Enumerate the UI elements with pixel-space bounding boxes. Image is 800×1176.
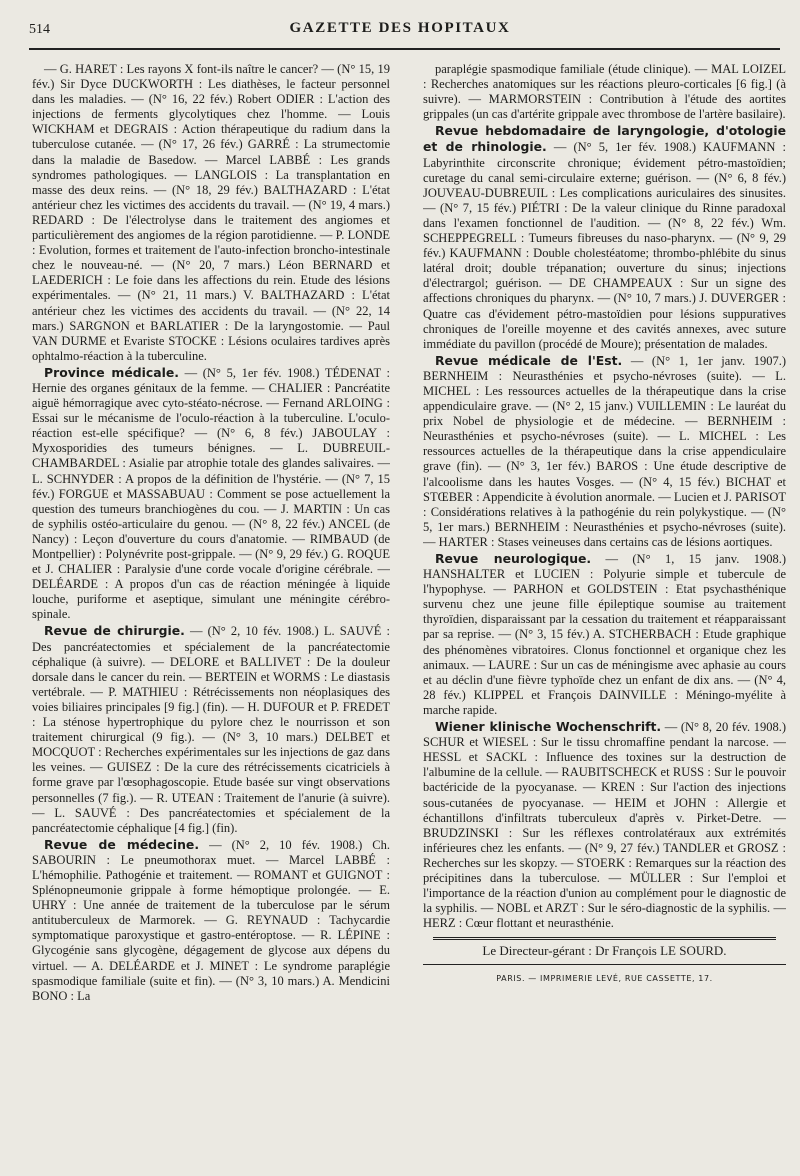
province-text: — (N° 5, 1er fév. 1908.) TÉDENAT : Hernie des organes génitaux de la femme. — CHALIER : Pancréatite aiguë hémorragique avec cyto-stéato-nécrose. — Fernand ARLOING : Essai sur le mécanisme de l'oculo-réaction à la tuberculine. L'oculo-réaction est-elle spécifique? — (N° 6, 8 fév.) JABOULAY : Myxosporidies des tumeurs bénignes. — L. DUBREUIL-CHAMBARDEL : Asialie par atrophie totale des glandes salivaires. — L. SCHNYDER : A propos de la définition de l'hystérie. — (N° 7, 15 fév.) FORGUE et MASSABUAU : Comment se pose actuellement la question des tumeurs branchiogènes du cou. — J. MARTIN : Un cas de syphilis ostéo-articulaire du genou. — (N° 8, 22 fév.) ANCEL (de Nancy) : Leçon d'ouverture du cours d'anatomie. — RIMBAUD (de Montpellier) : Polynévrite post-grippale. — (N° 9, 29 fév.) G. ROQUE et J. CHALIER : Paralysie d'une corde vocale d'origine cérébrale. — DELÉARDE : A propos d'un cas de réaction méningée à liquide louche, puriforme et aseptique, simulant une méningite cérébro-spinale. xyxy=(32,365,390,622)
province-entry xyxy=(32,365,390,623)
right-column xyxy=(423,62,786,1172)
signature-line: Le Directeur-gérant : Dr François LE SOURD. xyxy=(482,943,727,959)
neuro-entry xyxy=(423,551,786,718)
wiener-text: — (N° 8, 20 fév. 1908.) SCHUR et WIESEL : Sur le tissu chromaffine pendant la narcose. — HESSL et SACKL : Influence des toxines sur la destruction de l'albumine de la cellule. — RAUBITSCHECK et RUSS : Sur le pouvoir bactéricide de la pyocyanase. — KREN : Sur l'action des injections sous-cutanées de pyocyanase. — HEIM et JOHN : Allergie et échantillons d'infiltrats tuberculeux d'après v. Pirket-Detre. — BRUDZINSKI : Sur les réflexes controlatéraux aux extrémités inférieures chez les enfants. — (N° 9, 27 fév.) TANDLER et GROSZ : Recherches sur les skopzy. — STOERK : Remarques sur la réaction des précipitines dans la tuberculose. — MÜLLER : Sur l'emploi et l'importance de la réaction d'union au complément pour le diagnostic de la syphilis. — NOBL et ARZT : Sur le séro-diagnostic de la syphilis. — HERZ : Cœur flottant et neurasthénie. xyxy=(423,720,786,931)
laryngo-text: — (N° 5, 1er fév. 1908.) KAUFMANN : Labyrinthite circonscrite chronique; évidement pétro-mastoïdien; curetage du canal semi-circulaire externe; guérison. — (N° 6, 8 fév.) JOUVEAU-DUBREUIL : Les complications auriculaires des sinusites. — (N° 7, 15 fév.) PIÉTRI : De la valeur clinique du Rinne paradoxal dans l'examen fonctionnel de l'audition. — (N° 8, 22 fév.) Wm. SCHEPPEGRELL : Tumeurs fibreuses du naso-pharynx. — (N° 9, 29 fév.) KAUFMANN : Double cholestéatome; thrombo-phlébite du sinus latéral droit; double trépanation; ouverture du sinus; injections d'électrargol; guérison. — DE CHAMPEAUX : Sur un signe des affections chroniques du pharynx. — (N° 10, 7 mars.) J. DUVERGER : Quatre cas d'évidement pétro-mastoïdien pour lésions suppuratives chroniques de l'oreille moyenne et des cavités annexes, avec suture immédiate du pavillon (procédé de Moure); présentation de malades. xyxy=(423,140,786,351)
continuation-paragraph: paraplégie spasmodique familiale (étude clinique). — MAL LOIZEL : Recherches anatomiques sur les réactions pleuro-corticales [6 fig.] (à suivre). — MARMORSTEIN : Contribution à l'étude des aortites grippales (un cas d'artérite grippale avec thrombose de l'artère basilaire). xyxy=(423,62,786,122)
imprint-rule xyxy=(423,964,786,965)
intro-paragraph: — G. HARET : Les rayons X font-ils naître le cancer? — (N° 15, 19 fév.) Sir Dyce DUCKWORTH : Les diathèses, le facteur personnel dans les maladies. — (N° 16, 22 fév.) Robert ODIER : L'action des injections de ferments glycolytiques chez l'homme. — Louis WICKHAM et DEGRAIS : Action thérapeutique du radium dans la tuberculose cutanée. — (N° 17, 26 fév.) GARRÉ : La strumectomie dans la maladie de Basedow. — Marcel LABBÉ : Les grands syndromes pathologiques. — LANGLOIS : La transplantation en masse des deux reins. — (N° 18, 29 fév.) BALTHAZARD : L'état antérieur chez les victimes des accidents du travail. — (N° 19, 4 mars.) REDARD : De l'électrolyse dans le traitement des angiomes et particulièrement des angiomes de la région parotidienne. — P. LONDE : Evolution, formes et traitement de l'auto-infection broncho-intestinale chez le nouveau-né. — (N° 20, 7 mars.) Léon BERNARD et LAEDERICH : Le foie dans les affections du rein. Etude des lésions expérimentales. — (N° 21, 11 mars.) V. BALTHAZARD : L'état antérieur chez les victimes des accidents du travail. — (N° 22, 14 mars.) SARGNON et BARLATIER : De la laryngostomie. — Paul VAN DURME et Evariste STOCKE : Lésions oculaires tardives après ophtalmo-réaction à la tuberculine. xyxy=(32,62,390,363)
chirurgie-entry xyxy=(32,623,390,835)
section-heading-wiener: Wiener klinische Wochenschrift. xyxy=(435,719,662,735)
est-text: — (N° 1, 1er janv. 1907.) BERNHEIM : Neurasthénies et psycho-névroses (suite). — L. MICHEL : Les ressources actuelles de la thérapeutique dans la crise appendiculaire grave. — (N° 2, 15 janv.) VUILLEMIN : Le lauréat du prix Nobel de physiologie et de médecine. — BERNHEIM : Neurasthénies et psycho-névroses (suite). — L. MICHEL : Les ressources actuelles de la thérapeutique dans la crise appendiculaire grave (fin). — (N° 3, 1er fév.) BAROS : Une étude descriptive de l'alcoolisme dans les hautes Vosges. — (N° 4, 15 fév.) BICHAT et STŒBER : Appendicite à évolution anormale. — Lucien et J. PARISOT : Considérations relatives à la pathogénie du rein polykystique. — (N° 5, 1er mars.) BERNHEIM : Neurasthénies et psycho-névroses (suite). — HARTER : Stases veineuses dans certains cas de lésions aortiques. xyxy=(423,353,786,549)
section-heading-medecine: Revue de médecine. xyxy=(44,836,200,852)
section-heading-chirurgie: Revue de chirurgie. xyxy=(44,623,185,639)
left-column xyxy=(32,62,390,1172)
neuro-text: — (N° 1, 15 janv. 1908.) HANSHALTER et LUCIEN : Polyurie simple et tubercule de l'hypophyse. — PARHON et GOLDSTEIN : Etat psychasthénique survenu chez une jeune fille épileptique soumise au traitement thyroïdien, disparaissant par la cessation du traitement et réapparaissant par sa reprise. — (N° 3, 15 fév.) A. STCHERBACH : Etude graphique des phénomènes vibratoires. Clonus fonctionnel et organique chez les animaux. — LAURE : Sur un cas de méningisme avec aphasie au cours et au déclin d'une fièvre typhoïde chez un enfant de dix ans. — (N° 4, 28 fév.) KLIPPEL et François DAINVILLE : Méningo-myélite à marche rapide. xyxy=(423,552,786,717)
running-title: GAZETTE DES HOPITAUX xyxy=(289,20,511,36)
chirurgie-text: — (N° 2, 10 fév. 1908.) L. SAUVÉ : Des pancréatectomies et spécialement de la pancréatectomie céphalique (à suivre). — DELORE et BALLIVET : De la douleur dorsale dans le cancer du rein. — BERTEIN et WORMS : Le diastasis vertébrale. — P. MATHIEU : Rétrécissements non néoplasiques des voies biliaires principales [9 fig.] (fin). — H. DUFOUR et P. FREDET : La sténose hypertrophique du pylore chez le nourrisson et son traitement chirurgical (9 fig.). — (N° 3, 10 mars.) DELBET et MOCQUOT : Recherches expérimentales sur les injections de gaz dans les veines. — GUISEZ : De la cure des rétrécissements cicatriciels à forme grave par l'œsophagoscopie. Etude basée sur vingt observations personnelles (7 fig.). — R. UTEAN : Traitement de l'anurie (à suivre). — L. SAUVÉ : Des pancréatectomies et spécialement de la pancréatectomie céphalique [4 fig.] (fin). xyxy=(32,624,390,835)
section-heading-neurologique: Revue neurologique. xyxy=(435,551,592,566)
medecine-entry xyxy=(32,837,390,1004)
printer-imprint: PARIS. — IMPRIMERIE LEVÉ, RUE CASSETTE, 17. xyxy=(496,974,713,984)
signature-rule xyxy=(433,937,776,940)
wiener-entry xyxy=(423,719,786,931)
medecine-text: — (N° 2, 10 fév. 1908.) Ch. SABOURIN : Le pneumothorax muet. — Marcel LABBÉ : L'hémophilie. Pathogénie et traitement. — ROMANT et GUIGNOT : Splénopneumonie grippale à forme hémoptique prolongée. — E. UHRY : Une année de traitement de la tuberculose par le sérum antituberculeux de Marmorek. — G. REYNAUD : Tachycardie symptomatique paroxystique et gastro-entéroptose. — R. LÉPINE : Glycogénie sans glycogène, dégagement de glycose aux dépens du virtuel. — A. DELÉARDE et J. MINET : Le syndrome paraplégie spasmodique familiale (suite et fin). — (N° 3, 10 mars.) A. Mendicini BONO : La xyxy=(32,837,390,1003)
section-heading-province: Province médicale. xyxy=(44,364,179,380)
laryngo-entry xyxy=(423,123,786,351)
est-entry xyxy=(423,353,786,550)
header-rule xyxy=(29,48,780,50)
section-heading-est: Revue médicale de l'Est. xyxy=(435,352,623,368)
section-heading-laryngologie: Revue hebdomadaire de laryngologie, d'otologie et de rhinologie. xyxy=(423,123,786,155)
page-number: 514 xyxy=(29,22,50,37)
